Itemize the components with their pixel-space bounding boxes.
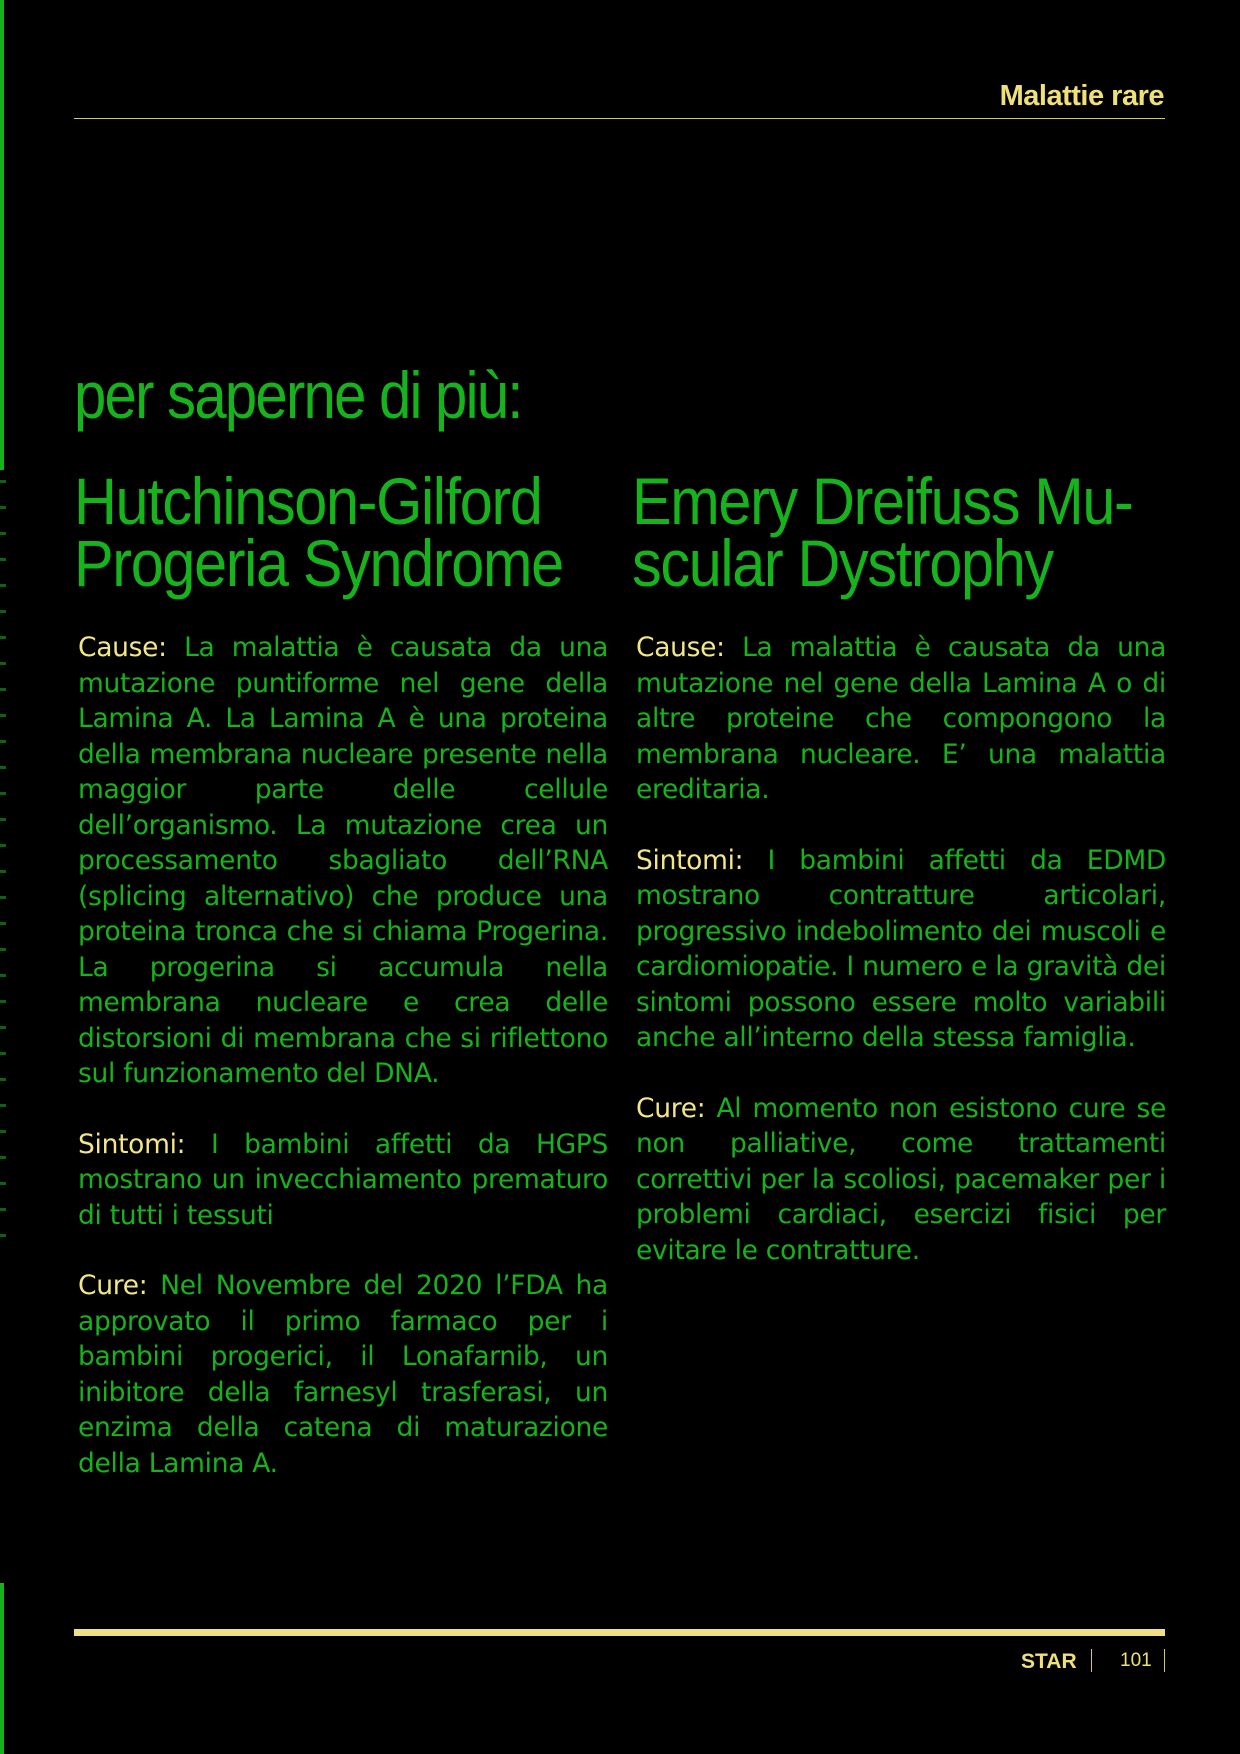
paragraph-label: Cause:: [78, 632, 167, 663]
column-hgps: [74, 464, 609, 1516]
column-title: [74, 464, 614, 600]
footer-separator: [1091, 1649, 1092, 1672]
paragraph-symptoms: [78, 1127, 608, 1234]
column-title-line: scular Dystrophy: [632, 526, 1053, 600]
paragraph-label: Cause:: [636, 632, 725, 663]
paragraph-label: Sintomi:: [78, 1128, 186, 1160]
column-edmd: [632, 464, 1167, 1303]
section-heading: per saperne di più:: [74, 358, 522, 432]
paragraph-symptoms: [636, 843, 1166, 1056]
header-rule: [74, 118, 1165, 119]
paragraph-label: Sintomi:: [636, 844, 744, 876]
column-title-line: Hutchinson-Gilford: [74, 464, 542, 538]
paragraph-cause: [78, 630, 608, 1092]
paragraph-cures: [78, 1268, 608, 1481]
footer-rule: [74, 1629, 1165, 1636]
paragraph-text: I bambini affetti da EDMD mostrano contratture articolari, progressivo indebolimento dei muscoli e cardiomiopatie. I numero e la gravità dei sintomi possono essere molto variabili anche all’interno della stessa famiglia.: [636, 844, 1166, 1053]
paragraph-cause: [636, 630, 1166, 808]
paragraph-label: Cure:: [636, 1092, 706, 1124]
paragraph-text: La malattia è causata da una mutazione nel gene della Lamina A o di altre proteine che compongono la membrana nucleare. E’ una malattia ereditaria.: [636, 632, 1167, 805]
paragraph-text: Al momento non esistono cure se non palliative, come trattamenti correttivi per la scoliosi, pacemaker per i problemi cardiaci, esercizi fisici per evitare le contratture.: [636, 1092, 1167, 1266]
column-title: [632, 464, 1172, 600]
paragraph-cures: [636, 1091, 1166, 1269]
left-edge-marks: [0, 480, 6, 1240]
paragraph-text: La malattia è causata da una mutazione puntiforme nel gene della Lamina A. La Lamina A è una proteina della membrana nucleare presente nella maggior parte delle cellule dell’organismo. La mutazione crea un processamento sbagliato dell’RNA (splicing alternativo) che produce una proteina tronca che si chiama Progerina. La progerina si accumula nella membrana nucleare e crea delle distorsioni di membrana che si riflettono sul funzionamento del DNA.: [78, 632, 609, 1089]
left-edge-bar-top: [0, 0, 4, 470]
paragraph-text: Nel Novembre del 2020 l’FDA ha approvato il primo farmaco per i bambini progerici, il Lonafarnib, un inibitore della farnesyl trasferasi, un enzima della catena di maturazione della Lamina A.: [78, 1270, 608, 1479]
column-title-line: Progeria Syndrome: [74, 526, 563, 600]
footer-magazine-name: STAR: [1021, 1650, 1077, 1673]
left-edge-bar-bottom: [0, 1583, 4, 1754]
column-title-line: Emery Dreifuss Mu-: [632, 464, 1133, 538]
paragraph-label: Cure:: [78, 1270, 148, 1301]
paragraph-text: I bambini affetti da HGPS mostrano un invecchiamento prematuro di tutti i tessuti: [78, 1128, 609, 1231]
footer-separator: [1164, 1649, 1165, 1672]
running-header: Malattie rare: [999, 80, 1164, 112]
page-number: 101: [1120, 1650, 1152, 1671]
